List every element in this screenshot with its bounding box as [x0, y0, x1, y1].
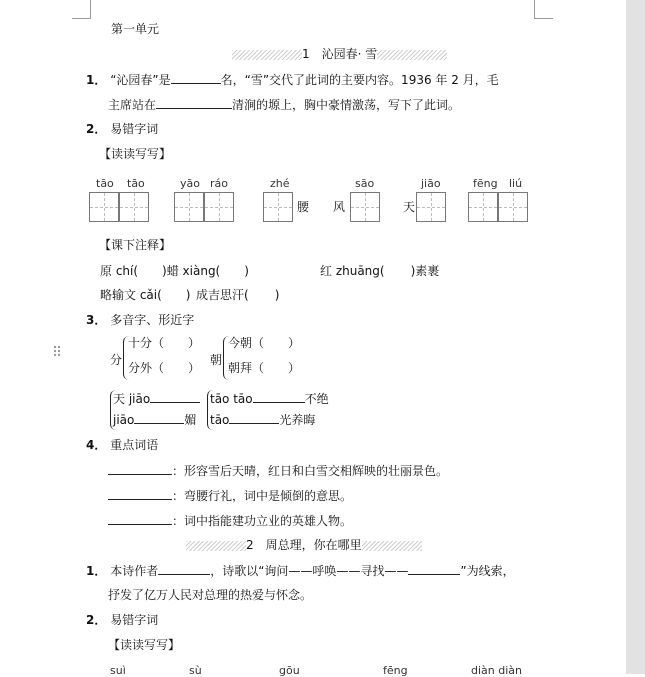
item-text: 光养晦: [279, 413, 316, 427]
pinyin: suì: [110, 664, 126, 677]
answer-blank[interactable]: [150, 391, 200, 403]
item-text: tāo: [210, 413, 230, 427]
polyphone-item: [228, 336, 300, 350]
answer-blank[interactable]: [408, 563, 460, 575]
similar-char-item: [113, 391, 200, 406]
crop-mark-left: [72, 0, 91, 19]
item-text: ：形容雪后天晴，红日和白雪交相辉映的壮丽景色。: [172, 464, 449, 478]
drag-handle-icon[interactable]: ⠿: [52, 345, 62, 361]
question-number: 4．: [86, 438, 107, 452]
note-item: [196, 288, 279, 302]
writing-box[interactable]: [350, 192, 380, 222]
item-text: 媚: [184, 413, 197, 427]
l1-q2: [86, 122, 158, 136]
item-text: 天 jiāo: [113, 392, 151, 406]
question-text: 易错字词: [110, 613, 159, 627]
note-text: 成吉思汗(: [196, 288, 249, 302]
l2-q2: [86, 613, 158, 627]
note-text: )蜡 xiàng(: [162, 264, 221, 278]
pinyin: yāo: [180, 177, 200, 190]
crop-mark-right: [534, 0, 553, 19]
l1-q1-line1: [86, 72, 499, 87]
item-text: 不绝: [304, 392, 329, 406]
question-text: ，诗歌以“询问——呼唤——寻找——: [210, 564, 409, 578]
item-text: jiāo: [113, 413, 135, 427]
similar-char-item: [210, 391, 329, 406]
note-text: 原 chí(: [100, 264, 139, 278]
hatch-decoration: [362, 541, 422, 551]
given-character: 腰: [297, 200, 310, 214]
item-text: tāo tāo: [210, 392, 253, 406]
hatch-decoration: [377, 50, 447, 60]
note-text: ): [185, 288, 191, 302]
note-text: )素裹: [410, 264, 440, 278]
question-text: 重点词语: [110, 438, 159, 452]
polyphone-item: [128, 336, 200, 350]
pinyin: tāo: [96, 177, 114, 190]
item-text: ）: [288, 361, 301, 375]
pinyin: sù: [189, 664, 202, 677]
pinyin: sāo: [355, 177, 375, 190]
pinyin: tāo: [127, 177, 145, 190]
pinyin: gōu: [279, 664, 300, 677]
polyphone-item: [128, 361, 200, 375]
item-text: ：弯腰行礼，词中是倾倒的意思。: [172, 489, 353, 503]
note-item: [100, 264, 249, 278]
note-item: [100, 288, 190, 302]
l2-q1-line2: 抒发了亿万人民对总理的热爱与怀念。: [108, 588, 313, 602]
item-text: 十分（: [128, 336, 165, 350]
given-character: 天: [403, 200, 416, 214]
answer-blank[interactable]: [171, 72, 221, 84]
item-text: 朝拜（: [228, 361, 265, 375]
given-character: 风: [333, 200, 346, 214]
note-text: 略输文 cǎi(: [100, 288, 162, 302]
question-number: 1．: [86, 73, 107, 87]
answer-blank[interactable]: [108, 513, 172, 525]
pinyin: liú: [509, 177, 523, 190]
lesson2-title: 2 周总理，你在哪里: [246, 538, 362, 552]
question-text: ”为线索，: [460, 564, 515, 578]
writing-box[interactable]: [204, 192, 234, 222]
answer-blank[interactable]: [108, 463, 172, 475]
question-number: 1．: [86, 564, 107, 578]
question-number: 3．: [86, 313, 107, 327]
item-text: ）: [188, 361, 201, 375]
unit-title: 第一单元: [111, 22, 160, 36]
question-text: 主席站在: [108, 98, 157, 112]
l2-q1-line1: [86, 563, 515, 578]
question-number: 2．: [86, 613, 107, 627]
answer-blank[interactable]: [253, 391, 305, 403]
lesson2-heading: [186, 538, 422, 552]
note-text: ): [274, 288, 280, 302]
l1-q1-line2: [108, 97, 460, 112]
question-number: 2．: [86, 122, 107, 136]
answer-blank[interactable]: [156, 97, 232, 109]
question-text: 多音字、形近字: [110, 313, 195, 327]
similar-char-item: [113, 412, 196, 427]
key-word-item: [108, 463, 448, 478]
key-word-item: [108, 488, 352, 503]
writing-box[interactable]: [174, 192, 204, 222]
item-text: 分外（: [128, 361, 165, 375]
note-text: 红 zhuāng(: [320, 264, 385, 278]
question-text: 易错字词: [110, 122, 159, 136]
question-text: 本诗作者: [110, 564, 159, 578]
pinyin: diàn diàn: [471, 664, 522, 677]
writing-box[interactable]: [89, 192, 119, 222]
writing-box[interactable]: [263, 192, 293, 222]
item-text: ）: [188, 336, 201, 350]
item-text: 今朝（: [228, 336, 265, 350]
pinyin: jiāo: [421, 177, 441, 190]
answer-blank[interactable]: [158, 563, 210, 575]
answer-blank[interactable]: [134, 412, 184, 424]
polyphone-item: [228, 361, 300, 375]
writing-box[interactable]: [468, 192, 498, 222]
pinyin: fēng: [473, 177, 498, 190]
question-text: “沁园春”是: [110, 73, 171, 87]
pinyin: ráo: [210, 177, 228, 190]
answer-blank[interactable]: [108, 488, 172, 500]
l1-notes-label: 【课下注释】: [99, 238, 172, 252]
pinyin: zhé: [270, 177, 290, 190]
lesson1-heading: [232, 47, 447, 61]
l1-readwrite-label: 【读读写写】: [99, 147, 172, 161]
key-word-item: [108, 513, 352, 528]
note-item: [320, 264, 439, 278]
writing-box[interactable]: [498, 192, 528, 222]
l2-readwrite-label: 【读读写写】: [108, 638, 181, 652]
hatch-decoration: [186, 541, 246, 551]
writing-box[interactable]: [119, 192, 149, 222]
polyphone-char: 分: [110, 353, 123, 367]
right-scrollbar-panel[interactable]: [626, 0, 645, 674]
item-text: ：词中指能建功立业的英雄人物。: [172, 514, 353, 528]
lesson1-title: 1 沁园春· 雪: [302, 47, 378, 61]
pinyin: fēng: [383, 664, 408, 677]
hatch-decoration: [232, 50, 302, 60]
question-text: 名，“雪”交代了此词的主要内容。1936 年 2 月，毛: [220, 73, 499, 87]
question-text: 清涧的塬上，胸中豪情激荡，写下了此词。: [232, 98, 461, 112]
l1-q4: [86, 438, 158, 452]
writing-box[interactable]: [416, 192, 446, 222]
l1-q3: [86, 313, 194, 327]
note-text: ): [244, 264, 249, 278]
polyphone-char: 朝: [210, 353, 223, 367]
answer-blank[interactable]: [229, 412, 279, 424]
similar-char-item: [210, 412, 315, 427]
item-text: ）: [288, 336, 301, 350]
